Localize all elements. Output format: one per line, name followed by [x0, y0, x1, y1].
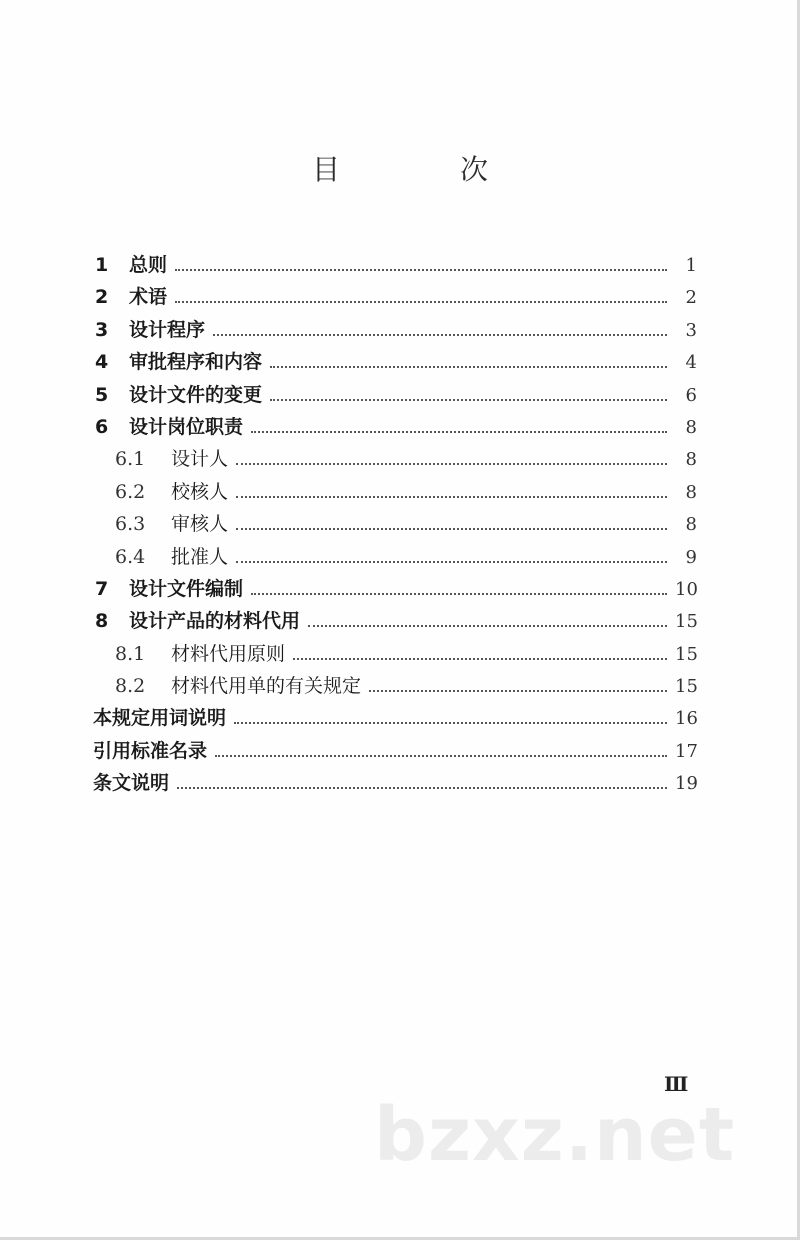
toc-subentry-label: 校核人 [171, 480, 229, 503]
toc-entry-page: 4 [685, 352, 697, 374]
toc-entry-number: 5 [95, 383, 109, 406]
toc-entry-page: 19 [675, 773, 698, 795]
toc-entry-label: 引用标准名录 [93, 739, 208, 762]
toc-entry-label: 术语 [129, 286, 168, 309]
toc-subentry-page: 8 [685, 481, 697, 503]
toc-entry-page: 2 [685, 287, 697, 309]
toc-entry-label: 条文说明 [93, 772, 170, 795]
dot-leader [175, 268, 667, 271]
toc-entry-page: 6 [685, 384, 697, 406]
toc-subentry-label: 材料代用原则 [171, 642, 286, 665]
toc-entry-number: 2 [95, 286, 109, 309]
toc-subentry-page: 15 [675, 643, 698, 665]
page-title: 目 次 [311, 153, 534, 186]
toc-entry-page: 16 [675, 708, 698, 730]
table-of-contents [93, 250, 697, 801]
dot-leader [213, 333, 667, 336]
toc-entry[interactable] [93, 347, 697, 379]
toc-subentry[interactable] [93, 509, 697, 541]
dot-leader [236, 462, 667, 465]
toc-entry-page: 17 [675, 740, 698, 762]
toc-appendix-entry[interactable] [93, 703, 697, 735]
toc-subentry-label: 审核人 [171, 513, 229, 536]
dot-leader [293, 657, 667, 660]
toc-subentry-number: 6.2 [115, 480, 146, 503]
toc-entry-page: 10 [675, 578, 698, 600]
toc-entry[interactable] [93, 250, 697, 282]
dot-leader [236, 560, 667, 563]
toc-entry[interactable] [93, 282, 697, 314]
toc-entry-label: 设计岗位职责 [129, 415, 244, 438]
toc-entry-number: 3 [95, 318, 109, 341]
page-number: Ⅲ [664, 1072, 689, 1096]
dot-leader [251, 430, 667, 433]
toc-entry-page: 1 [685, 255, 697, 276]
toc-subentry-label: 材料代用单的有关规定 [171, 675, 362, 698]
dot-leader [177, 786, 667, 789]
toc-entry-label: 设计产品的材料代用 [129, 610, 301, 633]
toc-entry[interactable] [93, 380, 697, 412]
toc-entry-label: 设计文件编制 [129, 577, 244, 600]
dot-leader [236, 495, 667, 498]
toc-entry-label: 本规定用词说明 [93, 707, 227, 730]
toc-entry-page: 8 [685, 416, 697, 438]
toc-subentry-page: 8 [685, 514, 697, 536]
dot-leader [270, 365, 667, 368]
toc-entry[interactable] [93, 412, 697, 444]
dot-leader [251, 592, 667, 595]
toc-subentry-number: 6.4 [115, 545, 146, 568]
toc-subentry-number: 8.1 [115, 642, 146, 665]
toc-entry-label: 设计文件的变更 [129, 383, 263, 406]
dot-leader [270, 398, 667, 401]
toc-entry-page: 15 [675, 611, 698, 633]
toc-subentry-page: 9 [685, 546, 697, 568]
toc-entry-number: 1 [95, 254, 109, 276]
toc-subentry-label: 设计人 [171, 448, 229, 471]
toc-subentry[interactable] [93, 444, 697, 476]
toc-entry-number: 4 [95, 351, 109, 374]
toc-entry-number: 8 [95, 610, 109, 633]
toc-entry-number: 6 [95, 415, 109, 438]
dot-leader [308, 624, 667, 627]
toc-subentry[interactable] [93, 671, 697, 703]
toc-subentry[interactable] [93, 477, 697, 509]
watermark: bzxz.net [374, 1092, 736, 1178]
dot-leader [234, 721, 667, 724]
dot-leader [215, 754, 667, 757]
toc-appendix-entry[interactable] [93, 736, 697, 768]
dot-leader [175, 300, 667, 303]
toc-subentry[interactable] [93, 639, 697, 671]
toc-entry[interactable] [93, 606, 697, 638]
toc-subentry-label: 批准人 [171, 545, 229, 568]
toc-subentry-number: 6.1 [115, 448, 146, 471]
dot-leader [236, 527, 667, 530]
toc-entry-number: 7 [95, 577, 109, 600]
toc-subentry-number: 6.3 [115, 513, 146, 536]
toc-entry-page: 3 [685, 319, 697, 341]
toc-subentry[interactable] [93, 542, 697, 574]
toc-entry[interactable] [93, 574, 697, 606]
toc-entry[interactable] [93, 315, 697, 347]
dot-leader [369, 689, 667, 692]
toc-subentry-page: 8 [685, 449, 697, 471]
toc-appendix-entry[interactable] [93, 768, 697, 800]
toc-entry-label: 设计程序 [129, 318, 206, 341]
toc-entry-label: 总则 [129, 254, 168, 276]
toc-entry-label: 审批程序和内容 [129, 351, 263, 374]
toc-subentry-page: 15 [675, 676, 698, 698]
toc-subentry-number: 8.2 [115, 675, 146, 698]
